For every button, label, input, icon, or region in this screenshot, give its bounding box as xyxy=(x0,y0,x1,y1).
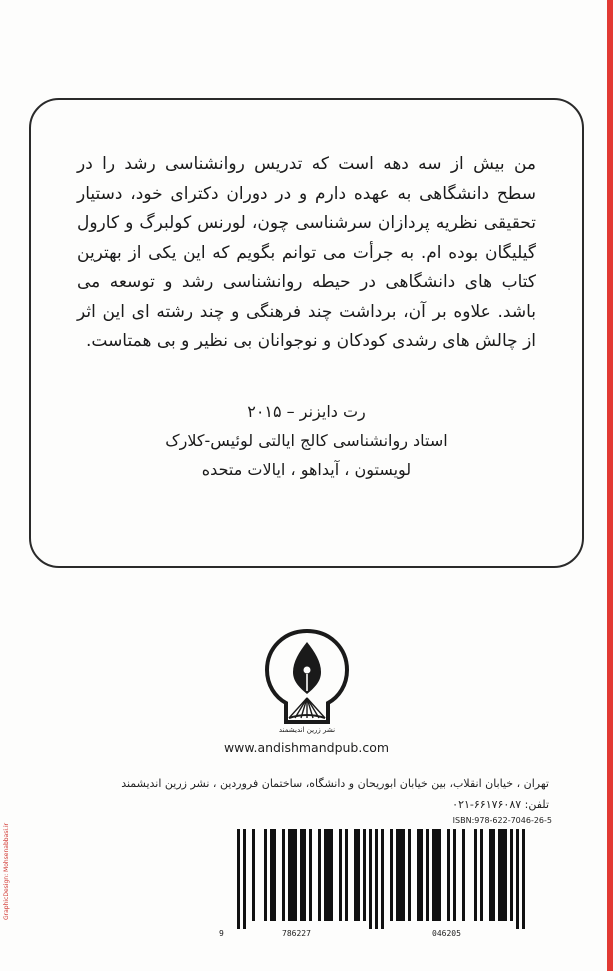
isbn-barcode xyxy=(219,816,552,941)
barcode-right-digits: 046205 xyxy=(432,929,461,938)
designer-credit: GraphicDesign: Mohsenabbasi.ir xyxy=(3,822,10,920)
quote-box xyxy=(29,98,584,568)
barcode-bar xyxy=(510,829,513,921)
publisher-phone: تلفن: ۶۶۱۷۶۰۸۷-۰۲۱ xyxy=(452,798,549,811)
quote-author: رت دایزنر – ۲۰۱۵ xyxy=(247,401,366,421)
barcode-left-digits: 786227 xyxy=(282,929,311,938)
barcode-bar xyxy=(288,829,297,921)
quote-signature xyxy=(77,397,536,484)
barcode-bar xyxy=(522,829,525,929)
barcode-bar xyxy=(390,829,393,921)
barcode-bar xyxy=(318,829,321,921)
barcode-bar xyxy=(396,829,405,921)
barcode-bar xyxy=(432,829,441,921)
barcode-bar xyxy=(243,829,246,929)
barcode-bar xyxy=(324,829,333,921)
barcode-bar xyxy=(462,829,465,921)
barcode-bar xyxy=(237,829,240,929)
barcode-bar xyxy=(447,829,450,921)
barcode-bar xyxy=(363,829,366,921)
barcode-bar xyxy=(309,829,312,921)
barcode-bar xyxy=(480,829,483,921)
endorsement-quote: من بیش از سه دهه است که تدریس روانشناسی رشد را در سطح دانشگاهی به عهده دارم و در دوران دکترای خود، دستیار تحقیقی نظریه پردازان سرشناسی چون، لورنس کولبرگ و کارول گیلیگان بوده ام. به جرأت می توانم بگویم که این یکی از بهترین کتاب های دانشگاهی در حیطه روانشناسی رشد و توسعه می باشد. علاوه بر آن، برداشت چند فرهنگی و چند رشته ای این اثر از چالش های رشدی کودکان و نوجوانان بی نظیر و بی همتاست. xyxy=(77,154,536,351)
barcode-bar xyxy=(498,829,507,921)
publisher-logo-text: نشر زرین اندیشمند xyxy=(278,726,336,734)
barcode-icon xyxy=(227,829,552,929)
barcode-bar xyxy=(375,829,378,929)
barcode-bar xyxy=(474,829,477,921)
barcode-bar xyxy=(381,829,384,929)
spine-edge-stripe xyxy=(607,0,613,971)
barcode-bar xyxy=(426,829,429,921)
barcode-digits xyxy=(219,929,552,941)
barcode-bar xyxy=(489,829,495,921)
barcode-bar xyxy=(264,829,267,921)
publisher-logo-icon xyxy=(259,628,355,736)
publisher-address: تهران ، خیابان انقلاب، بین خیابان ابوریحان و دانشگاه، ساختمان فروردین ، نشر زرین اندیشمند xyxy=(121,777,549,790)
quote-author-location: لویستون ، آیداهو ، ایالات متحده xyxy=(201,459,412,479)
barcode-bar xyxy=(453,829,456,921)
barcode-bar xyxy=(369,829,372,929)
barcode-bar xyxy=(339,829,342,921)
barcode-bar xyxy=(417,829,423,921)
barcode-bar xyxy=(270,829,276,921)
barcode-bar xyxy=(354,829,360,921)
barcode-bar xyxy=(345,829,348,921)
barcode-bar xyxy=(516,829,519,929)
barcode-bar xyxy=(252,829,255,921)
isbn-label: ISBN:978-622-7046-26-5 xyxy=(452,816,552,825)
quote-author-position: استاد روانشناسی کالج ایالتی لوئیس-کلارک xyxy=(165,430,448,450)
publisher-website[interactable]: www.andishmandpub.com xyxy=(223,740,390,755)
barcode-bar xyxy=(408,829,411,921)
barcode-bar xyxy=(300,829,306,921)
barcode-lead-digit: 9 xyxy=(219,929,224,938)
barcode-bar xyxy=(282,829,285,921)
